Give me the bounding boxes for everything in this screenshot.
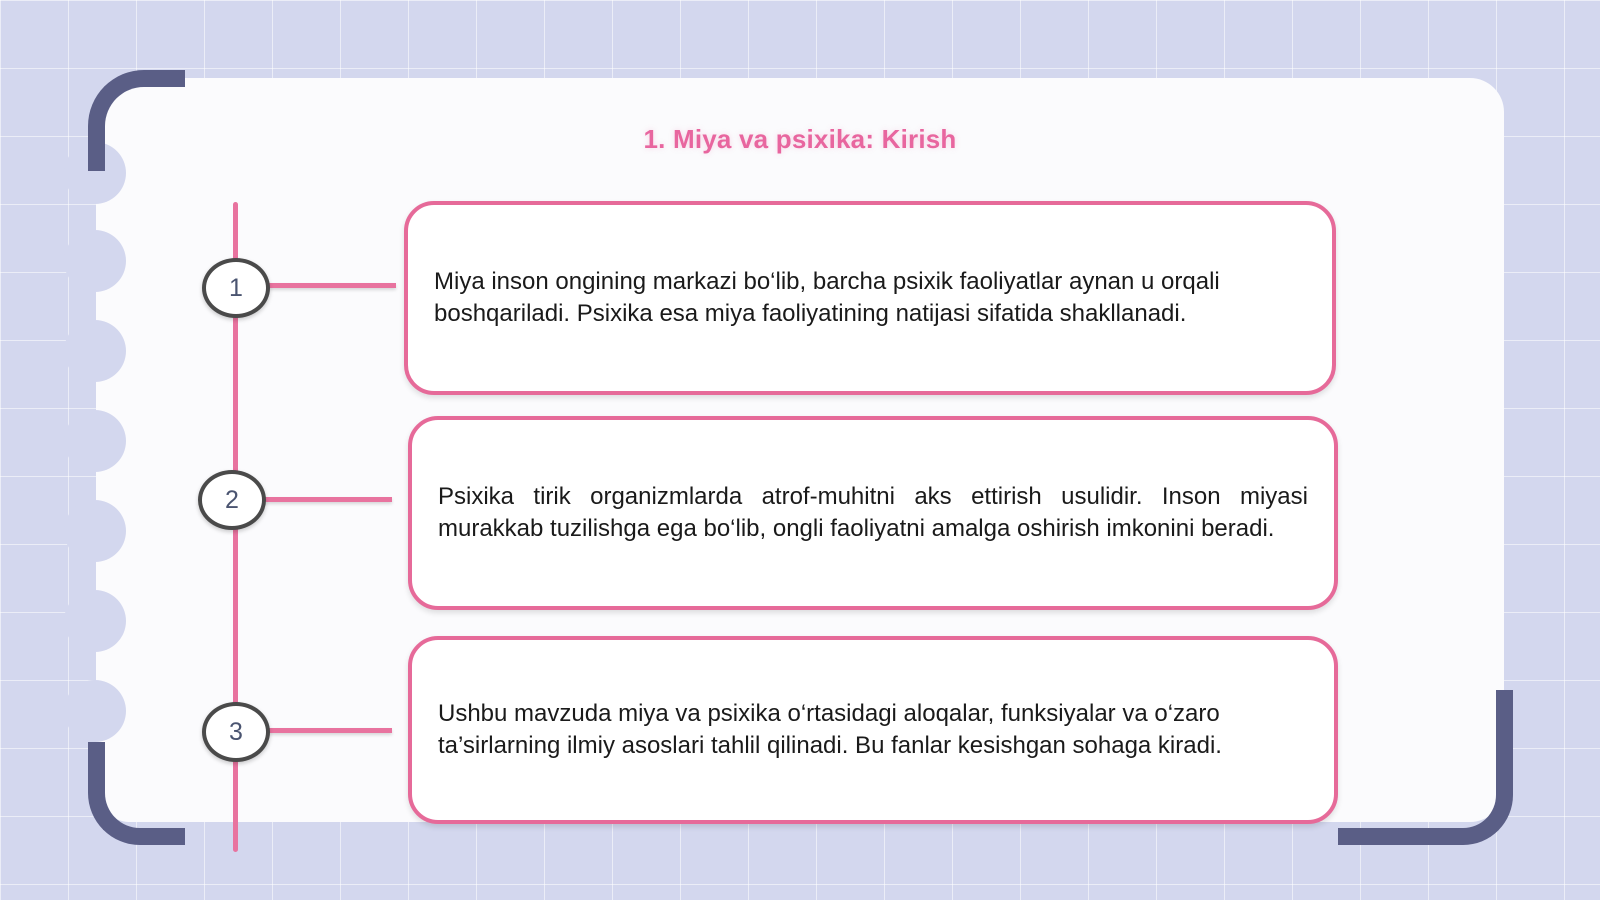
- step-description: Psixika tirik organizmlarda atrof-muhitni aks ettirish usulidir. Inson miyasi murakkab tuzilishga ega bo‘lib, ongli faoliyatni amalga oshirish imkonini beradi.: [438, 483, 1308, 542]
- step-card: [408, 636, 1338, 824]
- timeline-connector: [268, 728, 392, 733]
- step-number-badge: 1: [202, 258, 270, 318]
- step-card: [408, 416, 1338, 610]
- corner-bracket-bottom-right: [1338, 690, 1513, 845]
- step-card: [404, 201, 1336, 395]
- corner-bracket-bottom-left: [88, 742, 185, 845]
- timeline-connector: [264, 497, 392, 502]
- corner-bracket-top-left: [88, 70, 185, 171]
- step-number-badge: 2: [198, 470, 266, 530]
- timeline-connector: [268, 283, 396, 288]
- scallop-decoration: [64, 500, 126, 562]
- scallop-decoration: [64, 410, 126, 472]
- scallop-decoration: [64, 680, 126, 742]
- scallop-decoration: [64, 230, 126, 292]
- scallop-decoration: [64, 320, 126, 382]
- scallop-decoration: [64, 590, 126, 652]
- step-description: Ushbu mavzuda miya va psixika o‘rtasidagi aloqalar, funksiyalar va o‘zaro ta’sirlarning ilmiy asoslari tahlil qilinadi. Bu fanlar kesishgan sohaga kiradi.: [438, 700, 1222, 759]
- step-number-badge: 3: [202, 702, 270, 762]
- slide-title: 1. Miya va psixika: Kirish: [643, 124, 957, 154]
- step-description: Miya inson ongining markazi bo‘lib, barcha psixik faoliyatlar aynan u orqali boshqariladi. Psixika esa miya faoliyatining natijasi sifatida shakllanadi.: [434, 268, 1220, 327]
